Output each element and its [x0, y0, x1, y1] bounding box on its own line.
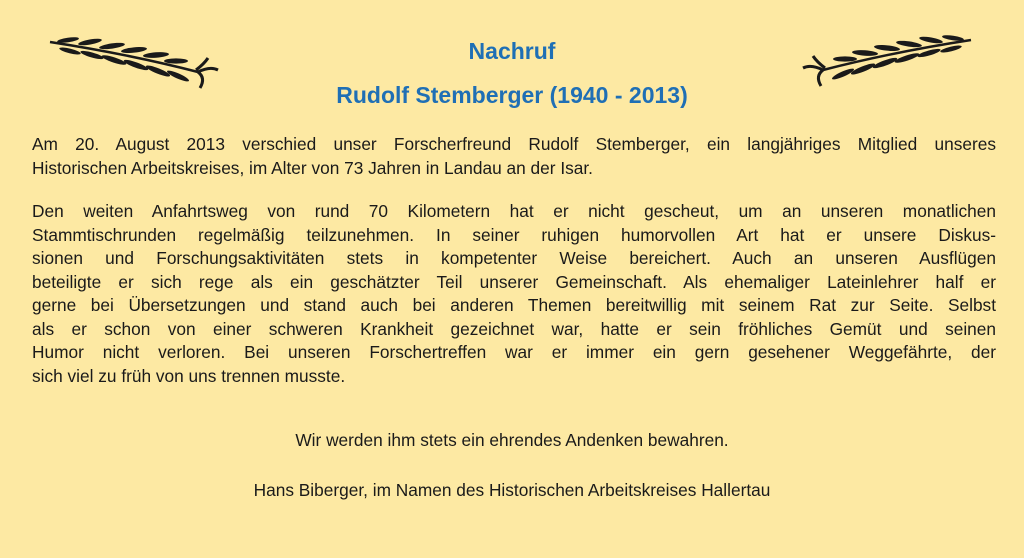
- text-line: Am 20. August 2013 verschied unser Forscherfreund Rudolf Stemberger, ein langjähriges Mitglied unseres: [32, 134, 996, 154]
- text-line: Stammtischrunden regelmäßig teilzunehmen. In seiner ruhigen humorvollen Art hat er unsere Diskus-: [32, 224, 996, 245]
- text-line: Den weiten Anfahrtsweg von rund 70 Kilometern hat er nicht gescheut, um an unseren monatlichen: [32, 201, 996, 221]
- text-line: Historischen Arbeitskreises, im Alter von 73 Jahren in Landau an der Isar.: [32, 157, 593, 178]
- text-line: als er schon von einer schweren Krankheit gezeichnet war, hatte er sein fröhliches Gemüt und seinen: [32, 318, 996, 339]
- text-line: sionen und Forschungsaktivitäten stets in kompetenter Weise bereichert. Auch an unseren Ausflügen: [32, 248, 996, 268]
- text-line: beteiligte er sich rege als ein geschätzter Teil unserer Gemeinschaft. Als ehemaliger Lateinlehrer half er: [32, 271, 996, 292]
- text-line: sich viel zu früh von uns trennen musste.: [32, 365, 346, 386]
- page-title: Nachruf: [468, 38, 556, 64]
- closing-line: Wir werden ihm stets ein ehrendes Andenken bewahren.: [295, 430, 729, 450]
- text-line: Humor nicht verloren. Bei unseren Forschertreffen war er immer ein gern gesehener Weggefährte, der: [32, 342, 996, 362]
- page-subtitle: Rudolf Stemberger (1940 - 2013): [336, 82, 688, 108]
- paragraph-body: [32, 200, 996, 388]
- signature-line: Hans Biberger, im Namen des Historischen Arbeitskreises Hallertau: [253, 480, 771, 500]
- text-line: gerne bei Übersetzungen und stand auch bei anderen Themen bereitwillig mit seinem Rat zur Seite. Selbst: [32, 295, 996, 315]
- paragraph-intro: [32, 133, 996, 180]
